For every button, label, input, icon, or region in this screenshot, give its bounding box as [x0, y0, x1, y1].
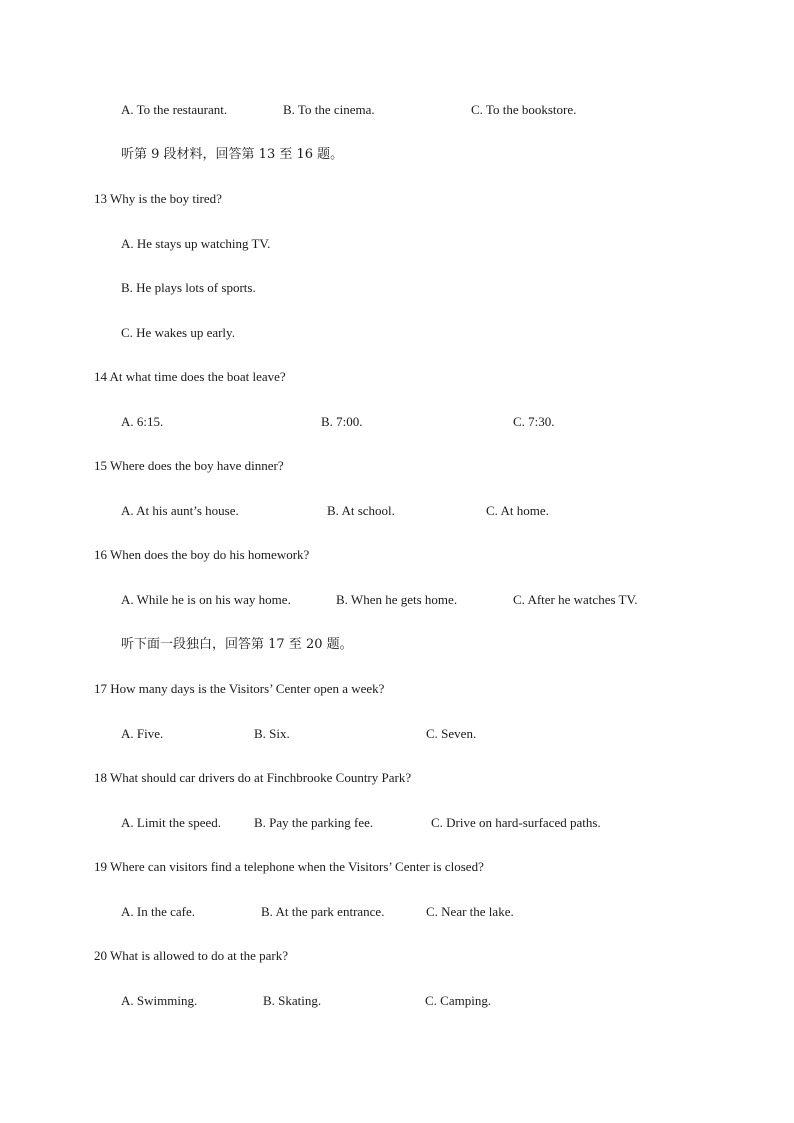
- option-b: B. Pay the parking fee.: [254, 815, 374, 830]
- option-b: B. At school.: [327, 503, 395, 518]
- option-b: B. When he gets home.: [336, 592, 458, 607]
- question-stem: 14 At what time does the boat leave?: [94, 369, 286, 384]
- option-c: C. Drive on hard-surfaced paths.: [431, 815, 601, 830]
- options-row: [0, 904, 794, 920]
- option-b: B. Skating.: [263, 993, 322, 1008]
- options-row: [0, 592, 794, 608]
- option-a: A. He stays up watching TV.: [121, 236, 271, 251]
- option-c: C. Camping.: [425, 993, 492, 1008]
- option-a: A. 6:15.: [121, 414, 164, 429]
- option-b: B. Six.: [254, 726, 290, 741]
- question-stem: 19 Where can visitors find a telephone when the Visitors’ Center is closed?: [94, 859, 484, 874]
- options-row-q12: [0, 102, 794, 118]
- option-c: C. Near the lake.: [426, 904, 514, 919]
- option-a: A. In the cafe.: [121, 904, 195, 919]
- question-stem: 18 What should car drivers do at Finchbrooke Country Park?: [94, 770, 412, 785]
- option-c: C. Seven.: [426, 726, 477, 741]
- options-row: [0, 503, 794, 519]
- options-row: [0, 726, 794, 742]
- option-a: A. Swimming.: [121, 993, 198, 1008]
- section-instruction: 听第 9 段材料，回答第 13 至 16 题。: [121, 147, 344, 162]
- option-c: C. To the bookstore.: [471, 102, 577, 117]
- options-row: [0, 993, 794, 1009]
- question-stem: 15 Where does the boy have dinner?: [94, 458, 284, 473]
- option-a: A. At his aunt’s house.: [121, 503, 239, 518]
- option-b: B. At the park entrance.: [261, 904, 385, 919]
- option-a: A. Limit the speed.: [121, 815, 222, 830]
- option-a: A. To the restaurant.: [121, 102, 228, 117]
- options-row: [0, 414, 794, 430]
- option-c: C. 7:30.: [513, 414, 555, 429]
- option-a: A. Five.: [121, 726, 164, 741]
- option-c: C. He wakes up early.: [121, 325, 235, 340]
- option-b: B. He plays lots of sports.: [121, 280, 256, 295]
- question-stem: 16 When does the boy do his homework?: [94, 547, 310, 562]
- option-b: B. To the cinema.: [283, 102, 375, 117]
- option-b: B. 7:00.: [321, 414, 363, 429]
- question-stem: 20 What is allowed to do at the park?: [94, 948, 288, 963]
- option-a: A. While he is on his way home.: [121, 592, 291, 607]
- section-instruction: 听下面一段独白，回答第 17 至 20 题。: [121, 637, 353, 652]
- options-row: [0, 815, 794, 831]
- option-c: C. At home.: [486, 503, 549, 518]
- question-stem: 13 Why is the boy tired?: [94, 191, 222, 206]
- option-c: C. After he watches TV.: [513, 592, 638, 607]
- question-stem: 17 How many days is the Visitors’ Center open a week?: [94, 681, 385, 696]
